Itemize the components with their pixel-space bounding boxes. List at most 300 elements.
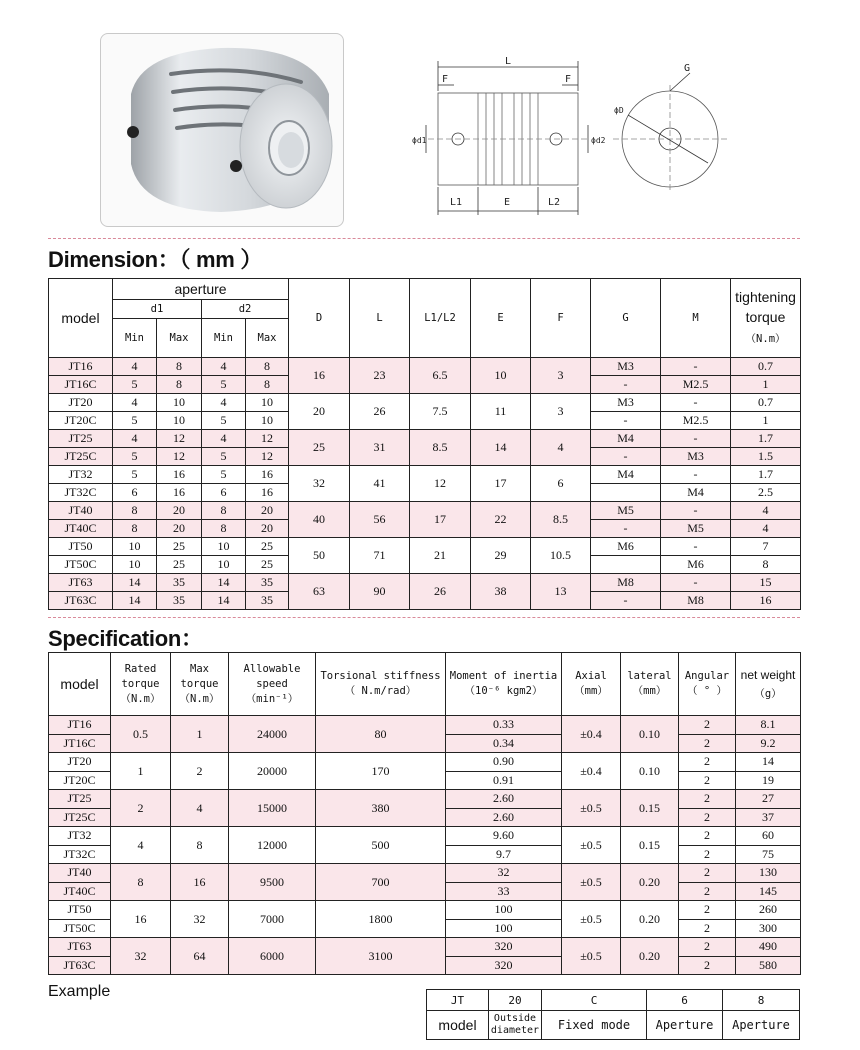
dimension-m-cell: -	[661, 502, 731, 520]
dimension-e-cell: 17	[471, 466, 531, 502]
spec-model-cell: JT63C	[49, 956, 111, 975]
spec-model-cell: JT50	[49, 901, 111, 920]
dimension-d2-min-cell: 4	[202, 430, 246, 448]
example-meaning-diameter: Outside diameter	[489, 1011, 542, 1040]
dimension-row	[49, 430, 801, 448]
dimension-torque-cell: 2.5	[731, 484, 801, 502]
spec-inertia-cell: 0.33	[446, 716, 562, 735]
spec-stiff-cell: 3100	[316, 938, 446, 975]
dimension-g-cell: M4	[591, 430, 661, 448]
col-G: G	[591, 279, 661, 358]
dimension-d2-max-cell: 20	[246, 502, 289, 520]
dimension-d1-min-cell: 10	[113, 556, 157, 574]
dimension-torque-cell: 8	[731, 556, 801, 574]
col-E: E	[471, 279, 531, 358]
spec-col-model: model	[49, 653, 111, 716]
specification-row	[49, 716, 801, 735]
divider-middle	[48, 617, 800, 618]
dimension-g-cell: M8	[591, 574, 661, 592]
dimension-torque-cell: 16	[731, 592, 801, 610]
dimension-d1-max-cell: 20	[157, 520, 202, 538]
label-phi-d2: ϕd2	[591, 136, 606, 145]
label-L: L	[505, 56, 512, 67]
spec-col-speed-unit: （min⁻¹）	[245, 692, 299, 705]
example-meaning-aperture1: Aperture	[647, 1011, 723, 1040]
spec-col-rated-unit: （N.m）	[120, 692, 161, 705]
dimension-torque-cell: 15	[731, 574, 801, 592]
dimension-d2-min-cell: 5	[202, 376, 246, 394]
spec-lateral-cell: 0.20	[621, 901, 679, 938]
label-phi-D: ϕD	[614, 106, 624, 115]
spec-model-cell: JT25C	[49, 808, 111, 827]
spec-weight-cell: 8.1	[736, 716, 801, 735]
dimension-d-cell: 40	[289, 502, 350, 538]
dimension-d-cell: 63	[289, 574, 350, 610]
col-M: M	[661, 279, 731, 358]
spec-stiff-cell: 500	[316, 827, 446, 864]
specification-row	[49, 790, 801, 809]
spec-max-cell: 16	[171, 864, 229, 901]
dimension-g-cell: M6	[591, 538, 661, 556]
spec-lateral-cell: 0.20	[621, 864, 679, 901]
dimension-f-cell: 10.5	[531, 538, 591, 574]
dimension-row	[49, 466, 801, 484]
dimension-d1-max-cell: 10	[157, 412, 202, 430]
spec-angular-cell: 2	[679, 938, 736, 957]
spec-col-max-unit: （N.m）	[179, 692, 220, 705]
dimension-d2-max-cell: 25	[246, 556, 289, 574]
spec-col-stiffness-label: Torsional stiffness	[320, 670, 441, 682]
dimension-row	[49, 574, 801, 592]
example-code-aperture1: 6	[647, 990, 723, 1011]
dimension-e-cell: 11	[471, 394, 531, 430]
spec-angular-cell: 2	[679, 716, 736, 735]
example-code-model: JT	[427, 990, 489, 1011]
spec-max-cell: 1	[171, 716, 229, 753]
specification-row	[49, 864, 801, 883]
dimension-model-cell: JT20	[49, 394, 113, 412]
spec-angular-cell: 2	[679, 956, 736, 975]
spec-col-rated	[111, 653, 171, 716]
dimension-f-cell: 4	[531, 430, 591, 466]
label-L1: L1	[450, 197, 463, 208]
spec-rated-cell: 16	[111, 901, 171, 938]
dimension-model-cell: JT25	[49, 430, 113, 448]
dimension-d1-max-cell: 12	[157, 430, 202, 448]
dimension-d1-max-cell: 16	[157, 466, 202, 484]
col-d1-max: Max	[157, 319, 202, 358]
col-L: L	[350, 279, 410, 358]
dimension-torque-cell: 4	[731, 520, 801, 538]
example-code-fixed: C	[542, 990, 647, 1011]
coupling-photo-illustration	[101, 34, 343, 226]
dimension-d2-max-cell: 10	[246, 412, 289, 430]
example-code-aperture2: 8	[723, 990, 800, 1011]
spec-axial-cell: ±0.5	[562, 790, 621, 827]
spec-weight-cell: 9.2	[736, 734, 801, 753]
dimension-m-cell: -	[661, 430, 731, 448]
dimension-e-cell: 10	[471, 358, 531, 394]
spec-col-weight-unit: （g）	[754, 687, 782, 700]
dimension-d2-max-cell: 25	[246, 538, 289, 556]
dimension-d2-min-cell: 10	[202, 556, 246, 574]
dimension-m-cell: M4	[661, 484, 731, 502]
label-F-left: F	[442, 74, 449, 85]
spec-model-cell: JT32	[49, 827, 111, 846]
dimension-g-cell	[591, 484, 661, 502]
dimension-model-cell: JT40C	[49, 520, 113, 538]
spec-angular-cell: 2	[679, 882, 736, 901]
spec-speed-cell: 12000	[229, 827, 316, 864]
dimension-g-cell	[591, 556, 661, 574]
dimension-f-cell: 13	[531, 574, 591, 610]
col-d2-min: Min	[202, 319, 246, 358]
spec-stiff-cell: 700	[316, 864, 446, 901]
dimension-d1-max-cell: 12	[157, 448, 202, 466]
spec-stiff-cell: 380	[316, 790, 446, 827]
dimension-d1-min-cell: 5	[113, 466, 157, 484]
dimension-d2-max-cell: 8	[246, 376, 289, 394]
spec-model-cell: JT16	[49, 716, 111, 735]
example-label: Example	[48, 983, 111, 1000]
dimension-torque-cell: 1	[731, 376, 801, 394]
spec-speed-cell: 24000	[229, 716, 316, 753]
dimension-torque-cell: 1.5	[731, 448, 801, 466]
dimension-l-cell: 23	[350, 358, 410, 394]
col-torque	[731, 279, 801, 358]
spec-inertia-cell: 33	[446, 882, 562, 901]
col-d2: d2	[202, 300, 289, 319]
specification-heading: Specification：	[48, 626, 203, 651]
spec-angular-cell: 2	[679, 845, 736, 864]
dimension-torque-cell: 1.7	[731, 466, 801, 484]
dimension-m-cell: -	[661, 574, 731, 592]
dimension-g-cell: -	[591, 592, 661, 610]
dimension-row	[49, 538, 801, 556]
spec-weight-cell: 145	[736, 882, 801, 901]
dimension-d2-min-cell: 6	[202, 484, 246, 502]
spec-angular-cell: 2	[679, 790, 736, 809]
spec-inertia-cell: 2.60	[446, 790, 562, 809]
dimension-diagram	[408, 55, 738, 225]
dimension-model-cell: JT63	[49, 574, 113, 592]
spec-col-angular	[679, 653, 736, 716]
dimension-table	[48, 278, 801, 610]
dimension-d2-min-cell: 14	[202, 574, 246, 592]
spec-weight-cell: 60	[736, 827, 801, 846]
spec-stiff-cell: 80	[316, 716, 446, 753]
dimension-m-cell: -	[661, 538, 731, 556]
spec-rated-cell: 8	[111, 864, 171, 901]
spec-speed-cell: 9500	[229, 864, 316, 901]
spec-inertia-cell: 100	[446, 919, 562, 938]
specification-row	[49, 753, 801, 772]
label-L2: L2	[548, 197, 561, 208]
dimension-d1-max-cell: 25	[157, 538, 202, 556]
dimension-d1-min-cell: 5	[113, 376, 157, 394]
dimension-m-cell: M6	[661, 556, 731, 574]
dimension-l-cell: 41	[350, 466, 410, 502]
dimension-model-cell: JT16C	[49, 376, 113, 394]
col-d1-min: Min	[113, 319, 157, 358]
specification-row	[49, 938, 801, 957]
dimension-l-cell: 26	[350, 394, 410, 430]
spec-lateral-cell: 0.15	[621, 827, 679, 864]
dimension-body	[49, 358, 801, 610]
dimension-model-cell: JT16	[49, 358, 113, 376]
spec-rated-cell: 1	[111, 753, 171, 790]
dimension-l1l2-cell: 12	[410, 466, 471, 502]
spec-model-cell: JT32C	[49, 845, 111, 864]
dimension-f-cell: 3	[531, 394, 591, 430]
spec-col-lateral	[621, 653, 679, 716]
specification-table	[48, 652, 801, 975]
dimension-d2-min-cell: 4	[202, 394, 246, 412]
spec-model-cell: JT40C	[49, 882, 111, 901]
dimension-d2-min-cell: 4	[202, 358, 246, 376]
label-phi-d1: ϕd1	[412, 136, 427, 145]
spec-axial-cell: ±0.4	[562, 753, 621, 790]
spec-col-inertia-label: Moment of inertia	[449, 670, 558, 682]
spec-col-angular-unit: （ ° ）	[687, 685, 727, 697]
product-photo	[100, 33, 344, 227]
dimension-row	[49, 502, 801, 520]
col-torque-unit: （N.m）	[745, 333, 786, 345]
spec-angular-cell: 2	[679, 919, 736, 938]
dimension-l1l2-cell: 6.5	[410, 358, 471, 394]
spec-speed-cell: 6000	[229, 938, 316, 975]
spec-inertia-cell: 0.91	[446, 771, 562, 790]
spec-angular-cell: 2	[679, 808, 736, 827]
spec-max-cell: 64	[171, 938, 229, 975]
dimension-torque-cell: 7	[731, 538, 801, 556]
dimension-f-cell: 3	[531, 358, 591, 394]
dimension-e-cell: 14	[471, 430, 531, 466]
dimension-torque-cell: 1	[731, 412, 801, 430]
spec-axial-cell: ±0.5	[562, 827, 621, 864]
dimension-d2-max-cell: 12	[246, 430, 289, 448]
dimension-d1-max-cell: 35	[157, 574, 202, 592]
dimension-l1l2-cell: 17	[410, 502, 471, 538]
dimension-l-cell: 56	[350, 502, 410, 538]
spec-speed-cell: 7000	[229, 901, 316, 938]
spec-model-cell: JT25	[49, 790, 111, 809]
dimension-g-cell: M3	[591, 358, 661, 376]
spec-weight-cell: 19	[736, 771, 801, 790]
dimension-g-cell: -	[591, 412, 661, 430]
spec-rated-cell: 2	[111, 790, 171, 827]
col-d1: d1	[113, 300, 202, 319]
dimension-d2-max-cell: 12	[246, 448, 289, 466]
dimension-d1-max-cell: 35	[157, 592, 202, 610]
spec-speed-cell: 20000	[229, 753, 316, 790]
dimension-d1-min-cell: 8	[113, 520, 157, 538]
dimension-d1-min-cell: 14	[113, 592, 157, 610]
dimension-d2-min-cell: 14	[202, 592, 246, 610]
spec-angular-cell: 2	[679, 753, 736, 772]
spec-col-lateral-label: lateral	[627, 670, 672, 682]
divider-top	[48, 238, 800, 239]
spec-angular-cell: 2	[679, 827, 736, 846]
spec-inertia-cell: 32	[446, 864, 562, 883]
dimension-model-cell: JT32	[49, 466, 113, 484]
col-torque-label: tightening torque	[735, 289, 796, 325]
spec-col-rated-label: Rated torque	[121, 662, 160, 690]
dimension-d-cell: 16	[289, 358, 350, 394]
dimension-model-cell: JT50	[49, 538, 113, 556]
dimension-d2-max-cell: 35	[246, 574, 289, 592]
col-aperture: aperture	[113, 279, 289, 300]
spec-col-axial	[562, 653, 621, 716]
dimension-l1l2-cell: 26	[410, 574, 471, 610]
spec-stiff-cell: 1800	[316, 901, 446, 938]
dimension-d1-min-cell: 4	[113, 358, 157, 376]
col-F: F	[531, 279, 591, 358]
dimension-d1-min-cell: 5	[113, 448, 157, 466]
spec-weight-cell: 490	[736, 938, 801, 957]
dimension-torque-cell: 0.7	[731, 394, 801, 412]
dimension-g-cell: M4	[591, 466, 661, 484]
dimension-d2-min-cell: 5	[202, 466, 246, 484]
spec-rated-cell: 32	[111, 938, 171, 975]
dimension-unit: （ mm ）	[179, 247, 263, 272]
technical-drawing	[408, 55, 738, 225]
dimension-row	[49, 394, 801, 412]
dimension-d-cell: 20	[289, 394, 350, 430]
spec-weight-cell: 37	[736, 808, 801, 827]
col-d2-max: Max	[246, 319, 289, 358]
dimension-d2-min-cell: 8	[202, 520, 246, 538]
dimension-d2-max-cell: 16	[246, 466, 289, 484]
dimension-m-cell: M8	[661, 592, 731, 610]
spec-axial-cell: ±0.4	[562, 716, 621, 753]
spec-stiff-cell: 170	[316, 753, 446, 790]
dimension-d-cell: 32	[289, 466, 350, 502]
col-L1L2: L1/L2	[410, 279, 471, 358]
dimension-e-cell: 38	[471, 574, 531, 610]
spec-weight-cell: 130	[736, 864, 801, 883]
spec-col-lateral-unit: （mm）	[632, 685, 667, 697]
dimension-d1-min-cell: 8	[113, 502, 157, 520]
spec-col-stiffness	[316, 653, 446, 716]
example-meaning-model: model	[427, 1011, 489, 1040]
dimension-title: Dimension：	[48, 247, 180, 272]
dimension-g-cell: M3	[591, 394, 661, 412]
dimension-g-cell: -	[591, 376, 661, 394]
dimension-e-cell: 29	[471, 538, 531, 574]
dimension-model-cell: JT20C	[49, 412, 113, 430]
spec-col-angular-label: Angular	[684, 670, 730, 682]
dimension-l-cell: 31	[350, 430, 410, 466]
spec-col-axial-label: Axial	[575, 670, 607, 682]
dimension-model-cell: JT63C	[49, 592, 113, 610]
dimension-model-cell: JT25C	[49, 448, 113, 466]
spec-angular-cell: 2	[679, 734, 736, 753]
dimension-d2-max-cell: 35	[246, 592, 289, 610]
dimension-g-cell: -	[591, 448, 661, 466]
dimension-d1-max-cell: 8	[157, 358, 202, 376]
spec-inertia-cell: 9.7	[446, 845, 562, 864]
dimension-e-cell: 22	[471, 502, 531, 538]
dimension-d1-max-cell: 10	[157, 394, 202, 412]
spec-axial-cell: ±0.5	[562, 864, 621, 901]
dimension-m-cell: M5	[661, 520, 731, 538]
spec-model-cell: JT20	[49, 753, 111, 772]
example-meaning-aperture2: Aperture	[723, 1011, 800, 1040]
spec-inertia-cell: 0.34	[446, 734, 562, 753]
dimension-d2-max-cell: 16	[246, 484, 289, 502]
dimension-d1-min-cell: 6	[113, 484, 157, 502]
dimension-m-cell: M3	[661, 448, 731, 466]
dimension-d1-max-cell: 8	[157, 376, 202, 394]
example-table	[426, 989, 800, 1040]
spec-col-inertia	[446, 653, 562, 716]
spec-weight-cell: 260	[736, 901, 801, 920]
dimension-row	[49, 358, 801, 376]
spec-weight-cell: 580	[736, 956, 801, 975]
dimension-d2-max-cell: 20	[246, 520, 289, 538]
dimension-d-cell: 25	[289, 430, 350, 466]
dimension-d2-min-cell: 5	[202, 412, 246, 430]
dimension-d2-max-cell: 8	[246, 358, 289, 376]
spec-lateral-cell: 0.20	[621, 938, 679, 975]
spec-rated-cell: 0.5	[111, 716, 171, 753]
spec-lateral-cell: 0.10	[621, 753, 679, 790]
dimension-d1-min-cell: 10	[113, 538, 157, 556]
spec-col-axial-unit: （mm）	[574, 685, 608, 697]
dimension-l1l2-cell: 7.5	[410, 394, 471, 430]
dimension-m-cell: -	[661, 466, 731, 484]
spec-model-cell: JT63	[49, 938, 111, 957]
spec-weight-cell: 75	[736, 845, 801, 864]
dimension-d-cell: 50	[289, 538, 350, 574]
dimension-model-cell: JT32C	[49, 484, 113, 502]
spec-lateral-cell: 0.10	[621, 716, 679, 753]
spec-angular-cell: 2	[679, 864, 736, 883]
spec-inertia-cell: 100	[446, 901, 562, 920]
spec-col-weight-label: net weight	[740, 667, 796, 682]
spec-weight-cell: 27	[736, 790, 801, 809]
spec-inertia-cell: 0.90	[446, 753, 562, 772]
label-F-right: F	[565, 74, 572, 85]
dimension-d1-min-cell: 14	[113, 574, 157, 592]
dimension-d2-max-cell: 10	[246, 394, 289, 412]
dimension-l-cell: 71	[350, 538, 410, 574]
dimension-l1l2-cell: 21	[410, 538, 471, 574]
dimension-d2-min-cell: 8	[202, 502, 246, 520]
spec-weight-cell: 300	[736, 919, 801, 938]
spec-model-cell: JT16C	[49, 734, 111, 753]
dimension-d1-max-cell: 25	[157, 556, 202, 574]
col-D: D	[289, 279, 350, 358]
spec-col-max	[171, 653, 229, 716]
spec-max-cell: 32	[171, 901, 229, 938]
dimension-g-cell: M5	[591, 502, 661, 520]
dimension-f-cell: 8.5	[531, 502, 591, 538]
example-meaning-fixed: Fixed mode	[542, 1011, 647, 1040]
dimension-model-cell: JT50C	[49, 556, 113, 574]
dimension-m-cell: M2.5	[661, 376, 731, 394]
spec-col-weight	[736, 653, 801, 716]
spec-max-cell: 4	[171, 790, 229, 827]
spec-model-cell: JT20C	[49, 771, 111, 790]
dimension-torque-cell: 4	[731, 502, 801, 520]
dimension-g-cell: -	[591, 520, 661, 538]
dimension-d1-max-cell: 20	[157, 502, 202, 520]
spec-angular-cell: 2	[679, 901, 736, 920]
spec-max-cell: 8	[171, 827, 229, 864]
example-code-diameter: 20	[489, 990, 542, 1011]
